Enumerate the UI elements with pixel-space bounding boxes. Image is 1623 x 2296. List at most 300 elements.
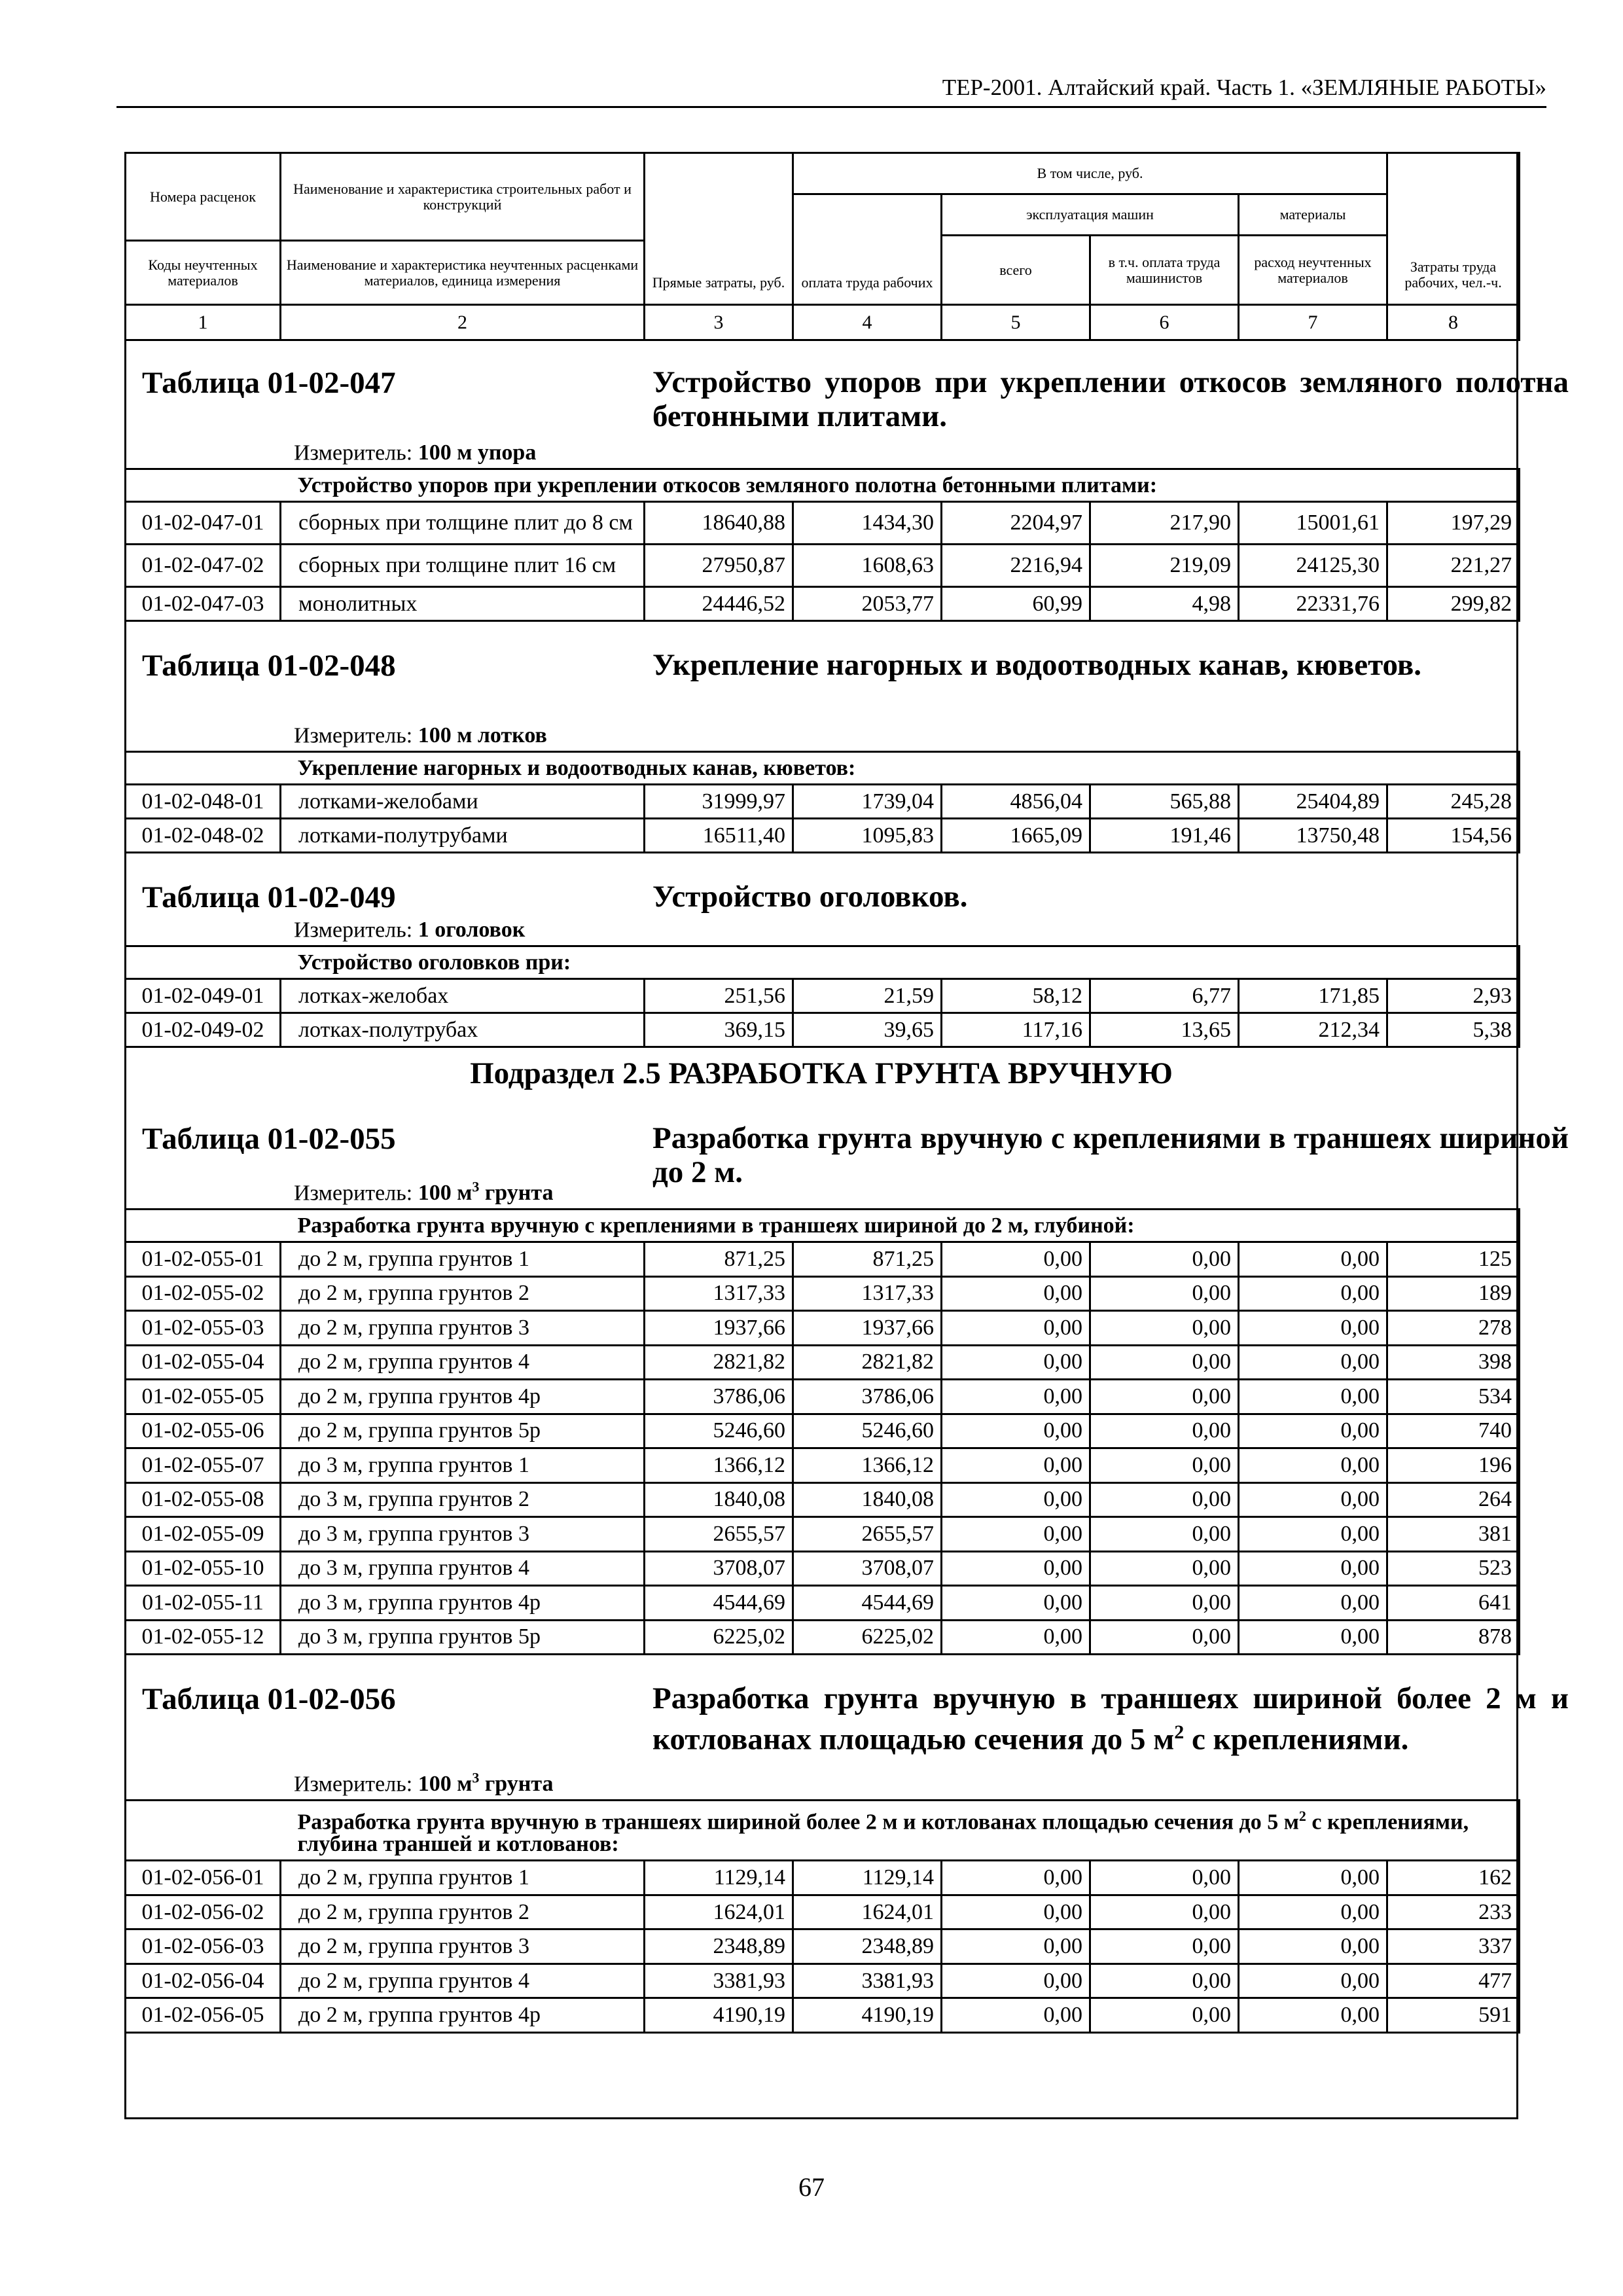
operator-pay: 13,65 [1090, 1013, 1239, 1047]
table-row [126, 1276, 1520, 1311]
operator-pay: 565,88 [1090, 785, 1239, 819]
measure-unit [418, 1769, 554, 1796]
table-title-text: Устройство упоров при укреплении откосов земляного полотна бетонными плитами. [652, 365, 1569, 433]
machines-total: 1665,09 [942, 819, 1090, 853]
table-heading [124, 853, 1518, 945]
table-caption [281, 469, 1520, 502]
machines-total: 0,00 [942, 1345, 1090, 1380]
labor-pay: 4544,69 [793, 1586, 942, 1621]
caption-spacer [126, 752, 281, 785]
machines-total: 0,00 [942, 1414, 1090, 1448]
rate-name: лотками-желобами [281, 785, 645, 819]
labor-pay: 21,59 [793, 979, 942, 1013]
table-row [126, 1998, 1520, 2033]
table-row [126, 819, 1520, 853]
labor-pay: 1129,14 [793, 1861, 942, 1895]
labor-hours: 197,29 [1387, 502, 1520, 545]
materials: 0,00 [1239, 1276, 1387, 1311]
table-title [652, 1121, 1569, 1189]
labor-pay: 871,25 [793, 1242, 942, 1277]
labor-hours: 245,28 [1387, 785, 1520, 819]
caption-text: Устройство оголовков при: [297, 950, 571, 975]
labor-pay: 2348,89 [793, 1929, 942, 1964]
table-row [126, 1448, 1520, 1483]
direct-cost: 3708,07 [645, 1551, 793, 1586]
table-title-text: Разработка грунта вручную с креплениями в траншеях шириной до 2 м. [652, 1121, 1569, 1189]
rates-table [124, 468, 1520, 622]
labor-pay: 1608,63 [793, 545, 942, 587]
table-row [126, 979, 1520, 1013]
table-name: Таблица 01-02-056 [142, 1682, 396, 1716]
labor-pay: 3708,07 [793, 1551, 942, 1586]
caption-sup: 2 [1298, 1808, 1306, 1824]
operator-pay: 0,00 [1090, 1517, 1239, 1552]
rate-name: до 2 м, группа грунтов 5р [281, 1414, 645, 1448]
rate-name: лотках-полутрубах [281, 1013, 645, 1047]
labor-pay: 4190,19 [793, 1998, 942, 2033]
table-title [652, 648, 1569, 682]
direct-cost: 871,25 [645, 1242, 793, 1277]
direct-cost: 1366,12 [645, 1448, 793, 1483]
materials: 0,00 [1239, 1380, 1387, 1414]
rate-name: монолитных [281, 587, 645, 621]
rate-code: 01-02-055-05 [126, 1380, 281, 1414]
table-row [126, 1620, 1520, 1655]
labor-pay: 6225,02 [793, 1620, 942, 1655]
measure-label: Измеритель: [294, 1181, 413, 1205]
column-number: 1 [126, 305, 281, 340]
table-caption [281, 946, 1520, 979]
machines-total: 0,00 [942, 1620, 1090, 1655]
content [124, 339, 1569, 2034]
caption-spacer [126, 1801, 281, 1861]
measure-line [294, 1179, 553, 1206]
rate-name: до 3 м, группа грунтов 3 [281, 1517, 645, 1552]
rate-name: до 3 м, группа грунтов 2 [281, 1482, 645, 1517]
table-row [126, 502, 1520, 545]
table-name: Таблица 01-02-048 [142, 649, 396, 683]
materials: 0,00 [1239, 1929, 1387, 1964]
operator-pay: 0,00 [1090, 1448, 1239, 1483]
measure-unit-text: грунта [479, 1772, 554, 1796]
materials: 24125,30 [1239, 545, 1387, 587]
machines-total: 4856,04 [942, 785, 1090, 819]
header-material-codes: Коды неучтенных материалов [126, 241, 281, 305]
table-caption [281, 752, 1520, 785]
labor-hours: 5,38 [1387, 1013, 1520, 1047]
direct-cost: 1317,33 [645, 1276, 793, 1311]
operator-pay: 0,00 [1090, 1998, 1239, 2033]
table-title-text: Устройство оголовков. [652, 880, 968, 914]
measure-unit-text: 100 м лотков [418, 723, 547, 747]
rate-name: до 2 м, группа грунтов 3 [281, 1311, 645, 1346]
materials: 0,00 [1239, 1964, 1387, 1998]
labor-pay: 1937,66 [793, 1311, 942, 1346]
measure-label: Измеритель: [294, 1772, 413, 1796]
header-machines-total: всего [942, 236, 1090, 305]
rate-code: 01-02-055-03 [126, 1311, 281, 1346]
machines-total: 0,00 [942, 1551, 1090, 1586]
header-operator-pay: в т.ч. оплата труда машинистов [1090, 236, 1239, 305]
direct-cost: 31999,97 [645, 785, 793, 819]
machines-total: 0,00 [942, 1964, 1090, 1998]
rate-code: 01-02-048-01 [126, 785, 281, 819]
rate-code: 01-02-055-07 [126, 1448, 281, 1483]
direct-cost: 1624,01 [645, 1895, 793, 1929]
machines-total: 0,00 [942, 1242, 1090, 1277]
operator-pay: 0,00 [1090, 1276, 1239, 1311]
column-number: 4 [793, 305, 942, 340]
caption-spacer [126, 946, 281, 979]
header-materials: материалы [1239, 194, 1387, 236]
machines-total: 0,00 [942, 1448, 1090, 1483]
rate-name: до 3 м, группа грунтов 4р [281, 1586, 645, 1621]
labor-pay: 2821,82 [793, 1345, 942, 1380]
labor-hours: 221,27 [1387, 545, 1520, 587]
materials: 0,00 [1239, 1861, 1387, 1895]
rates-table [124, 1208, 1520, 1655]
rate-name: лотках-желобах [281, 979, 645, 1013]
labor-hours: 337 [1387, 1929, 1520, 1964]
machines-total: 0,00 [942, 1861, 1090, 1895]
table-heading [124, 1655, 1569, 1799]
caption-part: с креплениями, глубина траншей и котлованов: [297, 1810, 1469, 1857]
table-title-text: Укрепление нагорных и водоотводных канав, кюветов. [652, 648, 1421, 682]
measure-label: Измеритель: [294, 918, 413, 942]
header-materials-use: расход неучтенных материалов [1239, 236, 1387, 305]
table-title-part: Разработка грунта вручную в траншеях шириной более 2 м и котлованах площадью сечения до 5 м [652, 1681, 1569, 1757]
materials: 0,00 [1239, 1448, 1387, 1483]
measure-unit [418, 1178, 554, 1205]
operator-pay: 0,00 [1090, 1964, 1239, 1998]
direct-cost: 1840,08 [645, 1482, 793, 1517]
direct-cost: 369,15 [645, 1013, 793, 1047]
materials: 0,00 [1239, 1895, 1387, 1929]
direct-cost: 18640,88 [645, 502, 793, 545]
caption-spacer [126, 1210, 281, 1242]
table-row [126, 1586, 1520, 1621]
operator-pay: 0,00 [1090, 1861, 1239, 1895]
operator-pay: 0,00 [1090, 1620, 1239, 1655]
measure-unit-text: 100 м упора [418, 440, 537, 465]
labor-hours: 278 [1387, 1311, 1520, 1346]
table-row [126, 1895, 1520, 1929]
caption-spacer [126, 469, 281, 502]
materials: 0,00 [1239, 1517, 1387, 1552]
subsection-title [124, 1048, 1518, 1095]
operator-pay: 0,00 [1090, 1929, 1239, 1964]
direct-cost: 24446,52 [645, 587, 793, 621]
labor-hours: 523 [1387, 1551, 1520, 1586]
measure-unit-sup: 3 [472, 1769, 480, 1786]
rate-code: 01-02-048-02 [126, 819, 281, 853]
rate-code: 01-02-055-04 [126, 1345, 281, 1380]
labor-pay: 1317,33 [793, 1276, 942, 1311]
machines-total: 0,00 [942, 1380, 1090, 1414]
rates-table [124, 751, 1520, 853]
labor-hours: 398 [1387, 1345, 1520, 1380]
direct-cost: 4190,19 [645, 1998, 793, 2033]
caption-text: Устройство упоров при укреплении откосов земляного полотна бетонными плитами: [297, 473, 1158, 497]
operator-pay: 0,00 [1090, 1414, 1239, 1448]
materials: 171,85 [1239, 979, 1387, 1013]
labor-pay: 2053,77 [793, 587, 942, 621]
labor-hours: 477 [1387, 1964, 1520, 1998]
materials: 0,00 [1239, 1620, 1387, 1655]
labor-hours: 381 [1387, 1517, 1520, 1552]
operator-pay: 0,00 [1090, 1345, 1239, 1380]
rates-table [124, 1799, 1520, 2034]
labor-pay: 3381,93 [793, 1964, 942, 1998]
machines-total: 0,00 [942, 1895, 1090, 1929]
table-row [126, 1414, 1520, 1448]
caption-text: Разработка грунта вручную с креплениями в траншеях шириной до 2 м, глубиной: [297, 1213, 1135, 1238]
column-number: 7 [1239, 305, 1387, 340]
rate-name: до 3 м, группа грунтов 1 [281, 1448, 645, 1483]
direct-cost: 6225,02 [645, 1620, 793, 1655]
rate-name: до 2 м, группа грунтов 1 [281, 1242, 645, 1277]
labor-pay: 3786,06 [793, 1380, 942, 1414]
header-title: ТЕР-2001. Алтайский край. Часть 1. «ЗЕМЛЯНЫЕ РАБОТЫ» [942, 75, 1546, 100]
header-rates-no: Номера расценок [126, 153, 281, 241]
machines-total: 0,00 [942, 1311, 1090, 1346]
table-heading [124, 622, 1518, 751]
rate-code: 01-02-056-04 [126, 1964, 281, 1998]
measure-unit [418, 918, 526, 942]
measure-unit-text: 100 м [418, 1772, 473, 1796]
measure-unit [418, 440, 537, 465]
measure-unit-sup: 3 [472, 1178, 480, 1195]
table-title [652, 1681, 1569, 1757]
materials: 13750,48 [1239, 819, 1387, 853]
rate-name: до 2 м, группа грунтов 2 [281, 1276, 645, 1311]
measure-label: Измеритель: [294, 723, 413, 747]
table-row [126, 1345, 1520, 1380]
labor-hours: 534 [1387, 1380, 1520, 1414]
rate-name: лотками-полутрубами [281, 819, 645, 853]
rate-code: 01-02-055-06 [126, 1414, 281, 1448]
rate-code: 01-02-047-02 [126, 545, 281, 587]
table-title [652, 365, 1569, 433]
labor-pay: 1624,01 [793, 1895, 942, 1929]
operator-pay: 0,00 [1090, 1311, 1239, 1346]
operator-pay: 217,90 [1090, 502, 1239, 545]
measure-line [294, 439, 536, 465]
measure-line [294, 1770, 553, 1797]
labor-hours: 591 [1387, 1998, 1520, 2033]
machines-total: 0,00 [942, 1517, 1090, 1552]
rate-code: 01-02-056-03 [126, 1929, 281, 1964]
subsection-text: Подраздел 2.5 РАЗРАБОТКА ГРУНТА ВРУЧНУЮ [470, 1056, 1173, 1090]
labor-hours: 125 [1387, 1242, 1520, 1277]
table-row [126, 1013, 1520, 1047]
rate-code: 01-02-056-01 [126, 1861, 281, 1895]
labor-pay: 1739,04 [793, 785, 942, 819]
table-row [126, 1311, 1520, 1346]
table-row [126, 1861, 1520, 1895]
header-work-name: Наименование и характеристика строительных работ и конструкций [281, 153, 645, 241]
rate-name: до 2 м, группа грунтов 4р [281, 1380, 645, 1414]
rate-name: до 2 м, группа грунтов 3 [281, 1929, 645, 1964]
table-title-sup: 2 [1174, 1721, 1185, 1743]
rate-name: до 2 м, группа грунтов 2 [281, 1895, 645, 1929]
rate-name: сборных при толщине плит до 8 см [281, 502, 645, 545]
operator-pay: 0,00 [1090, 1895, 1239, 1929]
rate-name: до 2 м, группа грунтов 1 [281, 1861, 645, 1895]
machines-total: 0,00 [942, 1276, 1090, 1311]
direct-cost: 4544,69 [645, 1586, 793, 1621]
machines-total: 0,00 [942, 1998, 1090, 2033]
operator-pay: 0,00 [1090, 1242, 1239, 1277]
labor-pay: 1840,08 [793, 1482, 942, 1517]
materials: 22331,76 [1239, 587, 1387, 621]
materials: 0,00 [1239, 1998, 1387, 2033]
column-number: 6 [1090, 305, 1239, 340]
machines-total: 0,00 [942, 1929, 1090, 1964]
rate-code: 01-02-055-11 [126, 1586, 281, 1621]
table-heading [124, 1095, 1569, 1208]
labor-pay: 1095,83 [793, 819, 942, 853]
table-name: Таблица 01-02-047 [142, 366, 396, 400]
labor-hours: 264 [1387, 1482, 1520, 1517]
header-material-name: Наименование и характеристика неучтенных расценками материалов, единица измерения [281, 241, 645, 305]
operator-pay: 219,09 [1090, 545, 1239, 587]
measure-line [294, 721, 547, 748]
operator-pay: 0,00 [1090, 1380, 1239, 1414]
rate-name: до 2 м, группа грунтов 4 [281, 1964, 645, 1998]
table-title-part: с креплениями. [1184, 1722, 1409, 1757]
labor-hours: 162 [1387, 1861, 1520, 1895]
direct-cost: 3381,93 [645, 1964, 793, 1998]
labor-hours: 641 [1387, 1586, 1520, 1621]
labor-hours: 2,93 [1387, 979, 1520, 1013]
table-row [126, 545, 1520, 587]
table-row [126, 1929, 1520, 1964]
column-number: 3 [645, 305, 793, 340]
materials: 15001,61 [1239, 502, 1387, 545]
measure-line [294, 916, 525, 942]
operator-pay: 4,98 [1090, 587, 1239, 621]
table-title [652, 880, 1569, 914]
measure-unit-text: 1 оголовок [418, 918, 526, 942]
rate-code: 01-02-049-01 [126, 979, 281, 1013]
machines-total: 117,16 [942, 1013, 1090, 1047]
materials: 0,00 [1239, 1311, 1387, 1346]
rate-name: до 3 м, группа грунтов 5р [281, 1620, 645, 1655]
labor-hours: 740 [1387, 1414, 1520, 1448]
labor-hours: 233 [1387, 1895, 1520, 1929]
direct-cost: 251,56 [645, 979, 793, 1013]
table-row [126, 587, 1520, 621]
labor-pay: 1366,12 [793, 1448, 942, 1483]
rate-code: 01-02-055-01 [126, 1242, 281, 1277]
materials: 25404,89 [1239, 785, 1387, 819]
caption-text: Укрепление нагорных и водоотводных канав, кюветов: [297, 755, 856, 780]
materials: 0,00 [1239, 1414, 1387, 1448]
table-name: Таблица 01-02-055 [142, 1122, 396, 1156]
direct-cost: 2821,82 [645, 1345, 793, 1380]
measure-label: Измеритель: [294, 440, 413, 465]
labor-hours: 878 [1387, 1620, 1520, 1655]
caption-part: Разработка грунта вручную в траншеях шириной более 2 м и котлованах площадью сечения до 5 м [297, 1810, 1299, 1835]
labor-hours: 196 [1387, 1448, 1520, 1483]
column-number: 8 [1387, 305, 1520, 340]
direct-cost: 1129,14 [645, 1861, 793, 1895]
operator-pay: 0,00 [1090, 1586, 1239, 1621]
table-heading [124, 339, 1569, 468]
direct-cost: 27950,87 [645, 545, 793, 587]
machines-total: 0,00 [942, 1482, 1090, 1517]
materials: 0,00 [1239, 1551, 1387, 1586]
table-row [126, 1242, 1520, 1277]
table-row [126, 1964, 1520, 1998]
rate-name: до 2 м, группа грунтов 4р [281, 1998, 645, 2033]
labor-hours: 189 [1387, 1276, 1520, 1311]
direct-cost: 5246,60 [645, 1414, 793, 1448]
table-row [126, 1551, 1520, 1586]
labor-pay: 2655,57 [793, 1517, 942, 1552]
rate-code: 01-02-047-01 [126, 502, 281, 545]
rate-code: 01-02-055-02 [126, 1276, 281, 1311]
header-machines: эксплуатация машин [942, 194, 1239, 236]
header-labor-costs: Затраты труда рабочих, чел.-ч. [1387, 153, 1520, 305]
machines-total: 2204,97 [942, 502, 1090, 545]
rate-name: до 3 м, группа грунтов 4 [281, 1551, 645, 1586]
labor-pay: 5246,60 [793, 1414, 942, 1448]
rate-code: 01-02-055-12 [126, 1620, 281, 1655]
rate-code: 01-02-047-03 [126, 587, 281, 621]
rate-name: сборных при толщине плит 16 см [281, 545, 645, 587]
operator-pay: 191,46 [1090, 819, 1239, 853]
rate-code: 01-02-055-10 [126, 1551, 281, 1586]
direct-cost: 16511,40 [645, 819, 793, 853]
direct-cost: 1937,66 [645, 1311, 793, 1346]
machines-total: 58,12 [942, 979, 1090, 1013]
materials: 0,00 [1239, 1482, 1387, 1517]
rate-code: 01-02-055-08 [126, 1482, 281, 1517]
header-labor-pay: оплата труда рабочих [793, 194, 942, 305]
table-name: Таблица 01-02-049 [142, 880, 396, 914]
operator-pay: 0,00 [1090, 1551, 1239, 1586]
measure-unit-text: грунта [479, 1181, 554, 1205]
measure-unit [418, 723, 547, 747]
rate-code: 01-02-056-02 [126, 1895, 281, 1929]
labor-hours: 154,56 [1387, 819, 1520, 853]
rates-table [124, 945, 1520, 1048]
header-direct-costs: Прямые затраты, руб. [645, 153, 793, 305]
direct-cost: 2655,57 [645, 1517, 793, 1552]
materials: 0,00 [1239, 1242, 1387, 1277]
machines-total: 0,00 [942, 1586, 1090, 1621]
rate-code: 01-02-055-09 [126, 1517, 281, 1552]
table-caption [281, 1801, 1520, 1861]
table-row [126, 1482, 1520, 1517]
rate-name: до 2 м, группа грунтов 4 [281, 1345, 645, 1380]
column-number: 5 [942, 305, 1090, 340]
machines-total: 2216,94 [942, 545, 1090, 587]
table-row [126, 785, 1520, 819]
operator-pay: 6,77 [1090, 979, 1239, 1013]
rate-code: 01-02-049-02 [126, 1013, 281, 1047]
materials: 0,00 [1239, 1345, 1387, 1380]
machines-total: 60,99 [942, 587, 1090, 621]
page-number: 67 [798, 2172, 825, 2202]
table-row [126, 1380, 1520, 1414]
column-number: 2 [281, 305, 645, 340]
rate-code: 01-02-056-05 [126, 1998, 281, 2033]
materials: 212,34 [1239, 1013, 1387, 1047]
table-row [126, 1517, 1520, 1552]
